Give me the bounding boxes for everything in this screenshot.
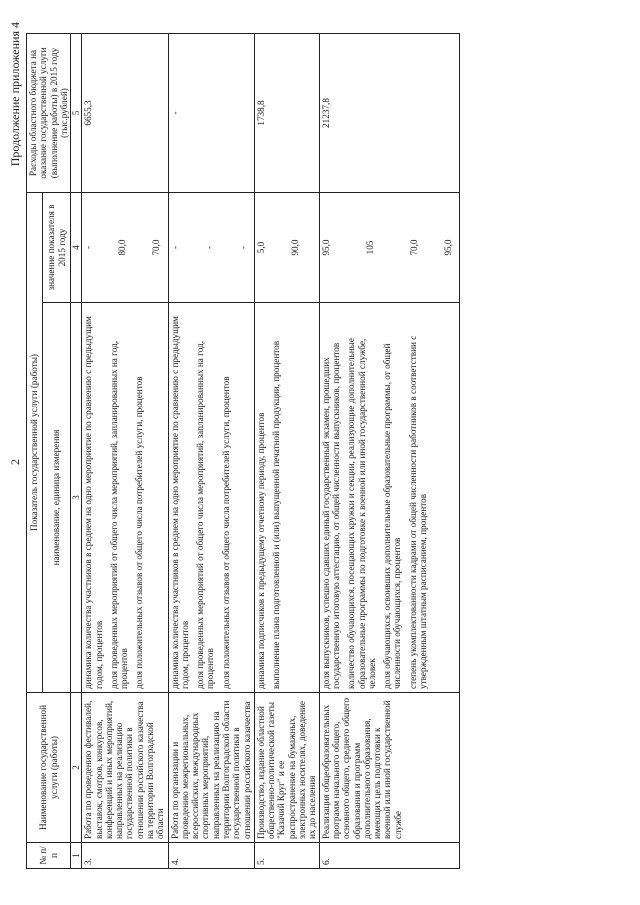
indicator-value: 70,0	[151, 239, 162, 256]
index-cell: 1	[71, 843, 82, 869]
indicator-value: -	[83, 245, 94, 250]
indicator-value: -	[237, 245, 248, 250]
header-num: № п/п	[27, 843, 71, 869]
indicator-names	[254, 303, 319, 693]
indicator-value: 95,0	[442, 239, 453, 256]
indicator-value: 80,0	[117, 239, 128, 256]
service-name: Работа по организации и проведению межрегиональных, всероссийских, международных спортивных мероприятий, направленных на реализацию на территории Волгоградской области государственной политики в отношении российского казачества	[168, 693, 254, 843]
expense-value: -	[168, 34, 254, 193]
indicator-name: доля выпускников, успешно сдавших единый государственный экзамен, прошедших государственную итоговую аттестацию, от общей численности выпускников, процентов	[320, 342, 341, 689]
indicator-name: доля положительных отзывов от общего числа потребителей услуги, процентов	[220, 376, 231, 689]
header-expense: Расходы областного бюджета на оказание государственной услуги (выполнение работы) в 2015 году (тыс.рублей)	[27, 34, 71, 193]
expense-value: 1738,8	[254, 34, 319, 193]
indicator-value: -	[203, 245, 214, 250]
page-number: 2	[8, 459, 22, 465]
indicator-name: динамика количества участников в среднем на одно мероприятие по сравнению с предыдущим годом, процентов	[169, 316, 190, 689]
table-row	[82, 34, 168, 869]
indicator-values	[82, 193, 168, 303]
row-number: 6.	[319, 843, 459, 869]
indicator-values	[319, 193, 459, 303]
indicator-values	[168, 193, 254, 303]
indicator-value: -	[169, 245, 180, 250]
indicator-names	[82, 303, 168, 693]
indicator-value: 90,0	[289, 239, 300, 256]
indicator-value: 5,0	[255, 241, 266, 254]
indicator-name: доля обучающихся, освоивших дополнительные образовательные программы, от общей численности обучающихся, процентов	[382, 343, 403, 689]
services-table	[26, 33, 460, 869]
indicator-name: доля положительных отзывов от общего числа потребителей услуги, процентов	[134, 376, 145, 689]
service-name: Реализация общеобразовательных программ начального общего, основного общего, среднего общего образования и программ дополнительного образования, имеющих цель подготовки к военной или иной государственной службе	[319, 693, 459, 843]
index-cell: 3	[71, 303, 82, 693]
indicator-values	[254, 193, 319, 303]
expense-value: 6655,3	[82, 34, 168, 193]
index-cell: 5	[71, 34, 82, 193]
header-service-name: Наименование государственной услуги (работы)	[27, 693, 71, 843]
row-number: 4.	[168, 843, 254, 869]
indicator-name: выполнение плана подготовленной и (или) выпущенной печатной продукции, процентов	[271, 340, 282, 689]
header-indicator-name: наименование, единица измерения	[42, 303, 70, 693]
row-number: 5.	[254, 843, 319, 869]
indicator-name: динамика количества участников в среднем на одно мероприятие по сравнению с предыдущим годом, процентов	[83, 316, 104, 689]
table-row	[168, 34, 254, 869]
indicator-value: 95,0	[320, 239, 331, 256]
index-cell: 2	[71, 693, 82, 843]
header-indicator-group: Показатель государственной услуги (работы)	[27, 193, 43, 693]
indicator-names	[168, 303, 254, 693]
continuation-note: Продолжение приложения 4	[8, 22, 22, 167]
indicator-name: динамика подписчиков к предыдущему отчетному периоду, процентов	[255, 412, 266, 689]
service-name: Производство, издание областной общественно-политической газеты "Казачий Круг" и ее распространение на бумажных, электронных носителях, доведение их до населения	[254, 693, 319, 843]
indicator-value: 70,0	[408, 239, 419, 256]
indicator-names	[319, 303, 459, 693]
indicator-name: количество обучающихся, посещающих кружки и секции, реализующие дополнительные образовательные программы по подготовке к военной или иной государственной службе, человек	[346, 338, 377, 689]
indicator-value: 105	[364, 240, 375, 255]
table-row	[319, 34, 459, 869]
expense-value: 21237,8	[319, 34, 459, 193]
indicator-name: степень укомплектованности кадрами от общей численности работников в соответствии с утвержденным штатным расписанием, процентов	[407, 335, 429, 689]
indicator-name: доля проведенных мероприятий от общего числа мероприятий, запланированных на год, процентов	[195, 340, 216, 689]
indicator-name: доля проведенных мероприятий от общего числа мероприятий, запланированных на год, процентов	[108, 340, 130, 689]
row-number: 3.	[82, 843, 168, 869]
service-name: Работа по проведению фестивалей, выставок, смотров, конкурсов, конференций и иных мероприятий, направленных на реализацию государственной политики в отношении российского казачества на территории Волгоградской области	[82, 693, 168, 843]
table-row	[254, 34, 319, 869]
header-indicator-value: значение показателя в 2015 году	[42, 193, 70, 303]
index-cell: 4	[71, 193, 82, 303]
